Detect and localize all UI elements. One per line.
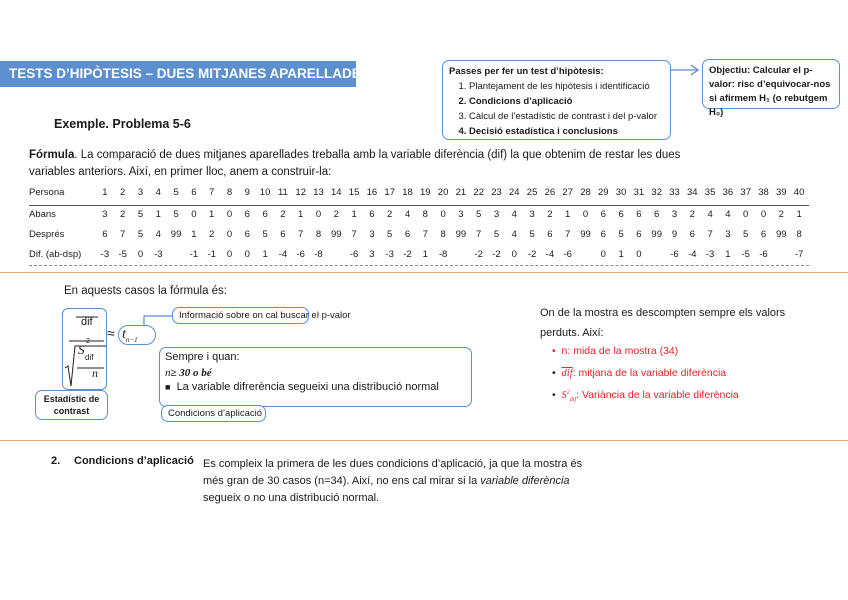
note-item-text: : mitjana de la variable diferència <box>572 367 727 379</box>
table-cell: 0 <box>511 249 517 260</box>
table-cell: 10 <box>259 187 271 198</box>
table-cell: -5 <box>118 249 127 260</box>
table-cell: 15 <box>348 187 360 198</box>
table-cell: 99 <box>170 229 182 240</box>
table-cell: 20 <box>437 187 449 198</box>
table-cell <box>167 249 185 260</box>
table-cell: 0 <box>743 209 749 220</box>
table-cell: -5 <box>741 249 750 260</box>
table-cell: 14 <box>331 187 342 198</box>
table-cell: 2 <box>120 187 126 198</box>
step-item: 2. Condicions d’aplicació <box>469 94 664 109</box>
table-row-despres <box>29 229 809 246</box>
table-cell: 8 <box>226 187 233 198</box>
table-cell: 0 <box>440 209 446 220</box>
table-cell: 6 <box>618 209 624 220</box>
table-cell: 8 <box>440 229 446 240</box>
table-cell: 5 <box>743 229 749 240</box>
table-cell: 4 <box>155 229 161 240</box>
table-cell: 5 <box>262 229 268 240</box>
estadistic-label: Estadístic de contrast <box>35 390 108 420</box>
table-cell: 30 <box>615 187 627 198</box>
table-cell: -2 <box>527 249 537 260</box>
cells-persona <box>96 187 808 198</box>
table-cell: -2 <box>403 249 412 260</box>
table-row-dif <box>29 249 809 266</box>
cells-dif <box>96 249 808 260</box>
table-cell: 3 <box>529 209 535 220</box>
table-cell: 6 <box>636 209 642 220</box>
table-cell: 4 <box>511 209 517 220</box>
section2-text-part1: Es compleix la primera de les dues condicions d’aplicació, ja que la mostra és més gran de 30 casos (n=34). Així, no ens cal mirar si la <box>203 458 583 487</box>
table-cell: 34 <box>687 187 698 198</box>
table-cell <box>452 249 470 260</box>
table-cell: 4 <box>511 229 517 240</box>
table-cell <box>772 249 790 260</box>
formula-paragraph <box>29 147 729 181</box>
table-cell: 22 <box>473 187 484 198</box>
table-cell: 2 <box>280 209 286 220</box>
table-cell: 0 <box>600 249 606 260</box>
objective-text: Objectiu: Calcular el p-valor: risc d’equivocar-nos si afirmem H₁ (o rebutgem H₀) <box>709 65 831 118</box>
table-cell: 99 <box>776 229 787 240</box>
s-letter: S <box>78 342 85 357</box>
table-cell <box>577 249 595 260</box>
table-cell: 6 <box>102 229 108 240</box>
table-cell: 5 <box>137 209 144 220</box>
table-cell: 6 <box>547 229 553 240</box>
table-cell: 21 <box>455 187 467 198</box>
note-item-text: : Variància de la variable diferència <box>576 389 739 401</box>
note-item-n <box>552 345 678 357</box>
table-cell: 24 <box>509 187 520 198</box>
table-cell: 2 <box>387 209 393 220</box>
variance-symbol <box>561 389 577 404</box>
section2-text <box>203 456 583 507</box>
table-cell: 8 <box>422 209 428 220</box>
table-cell: 6 <box>244 209 250 220</box>
condicions-line1 <box>165 367 466 379</box>
table-cell: 3 <box>102 209 108 220</box>
table-cell: 0 <box>582 209 589 220</box>
note-item-mean <box>552 367 726 379</box>
table-cell: -3 <box>100 249 110 260</box>
arrow-right-icon <box>671 64 703 76</box>
table-cell: 0 <box>315 209 322 220</box>
table-cell: 1 <box>191 229 197 240</box>
table-cell: 1 <box>102 187 108 198</box>
step-item: 3. Càlcul de l’estadístic de contrast i del p-valor <box>469 109 664 124</box>
table-cell: 9 <box>671 229 678 240</box>
row-label: Abans <box>29 209 56 220</box>
table-cell: 7 <box>565 229 571 240</box>
table-cell: -3 <box>385 249 394 260</box>
table-cell: 1 <box>351 209 357 220</box>
table-cell <box>327 249 345 260</box>
cells-abans <box>96 209 808 220</box>
section2-text-part2: segueix o no una distribució normal. <box>203 492 380 504</box>
table-cell: 0 <box>226 249 233 260</box>
table-cell: 3 <box>369 249 375 260</box>
table-cell: 0 <box>226 209 233 220</box>
variance-sub: dif <box>569 397 577 404</box>
example-heading: Exemple. Problema 5-6 <box>54 117 191 131</box>
table-cell: 27 <box>562 187 573 198</box>
table-cell: 29 <box>598 187 609 198</box>
formula-numerator: dif <box>81 316 93 328</box>
formula-s-sub: dif <box>85 353 94 362</box>
steps-box-title: Passes per fer un test d’hipòtesis: <box>449 66 604 77</box>
row-label: Dif. (ab-dsp) <box>29 249 82 260</box>
table-cell: 2 <box>689 209 695 220</box>
table-cell: 0 <box>137 249 144 260</box>
table-cell: 6 <box>600 229 606 240</box>
table-cell: 12 <box>295 187 306 198</box>
table-cell: 0 <box>191 209 197 220</box>
table-cell: 28 <box>580 187 591 198</box>
table-cell: 1 <box>565 209 571 220</box>
table-row-abans <box>29 209 809 226</box>
table-cell: 37 <box>740 187 751 198</box>
cells-despres <box>96 229 808 240</box>
table-cell: 6 <box>600 209 606 220</box>
table-cell: 6 <box>689 229 695 240</box>
note-item-text: n: mida de la mostra (34) <box>561 345 679 357</box>
approx-symbol: ≈ <box>107 325 115 341</box>
table-cell: 1 <box>155 209 161 220</box>
connector-line <box>140 314 174 328</box>
table-cell: -2 <box>474 249 483 260</box>
table-cell: 5 <box>618 229 624 240</box>
table-cell: 3 <box>671 209 678 220</box>
t-symbol <box>122 327 138 344</box>
table-cell: -3 <box>705 249 715 260</box>
table-cell: 17 <box>384 187 395 198</box>
objective-box <box>702 59 840 118</box>
table-cell: 9 <box>244 187 250 198</box>
table-cell: 6 <box>244 229 250 240</box>
table-cell: 13 <box>313 187 324 198</box>
table-cell: 8 <box>796 229 802 240</box>
table-cell: 5 <box>173 187 179 198</box>
table-cell: 39 <box>776 187 787 198</box>
table-cell: 99 <box>455 229 467 240</box>
table-cell: 3 <box>493 209 500 220</box>
condicions-tag: Condicions d’aplicació <box>161 405 266 422</box>
pointer-icon: ■ <box>165 382 171 392</box>
table-cell: 6 <box>191 187 197 198</box>
section2-heading: Condicions d’aplicació <box>74 455 194 467</box>
page-title: TESTS D’HIPÒTESIS – DUES MITJANES APARELLADES <box>0 61 356 87</box>
formula-s-symbol <box>78 342 85 358</box>
note-item-variance <box>552 389 739 403</box>
table-cell: 8 <box>315 229 322 240</box>
table-cell: 7 <box>298 229 304 240</box>
t-sub: n−1 <box>125 335 138 344</box>
table-cell: 36 <box>722 187 734 198</box>
table-cell: 38 <box>758 187 769 198</box>
formula-text: . La comparació de dues mitjanes aparellades treballa amb la variable diferència (dif) la que obtenim de restar les dues variables anteriors. Així, en primer lloc, anem a construir-la: <box>29 149 681 178</box>
table-cell: 0 <box>244 249 250 260</box>
condicions-title: Sempre i quan: <box>165 351 240 363</box>
table-cell: 6 <box>404 229 411 240</box>
table-cell: 1 <box>725 249 731 260</box>
table-cell: -1 <box>207 249 216 260</box>
table-cell: 4 <box>725 209 731 220</box>
table-cell: 1 <box>209 209 215 220</box>
table-cell <box>648 249 666 260</box>
table-cell: 7 <box>476 229 482 240</box>
table-cell: 2 <box>209 229 215 240</box>
table-cell: 1 <box>262 249 268 260</box>
table-cell: 0 <box>636 249 642 260</box>
table-cell: 1 <box>298 209 304 220</box>
table-cell: -4 <box>278 249 288 260</box>
table-cell: 31 <box>633 187 645 198</box>
formula-n: n <box>92 366 98 380</box>
table-cell: -6 <box>296 249 305 260</box>
table-cell: -4 <box>545 249 555 260</box>
row-label: Persona <box>29 187 65 198</box>
condicions-box <box>159 347 472 407</box>
table-cell: 99 <box>580 229 591 240</box>
table-cell: 7 <box>209 187 215 198</box>
table-cell: 5 <box>493 229 500 240</box>
n-symbol: n <box>165 367 171 379</box>
table-cell: 16 <box>366 187 378 198</box>
table-cell: -3 <box>154 249 163 260</box>
step-item: 1. Plantejament de les hipòtesis i identificació <box>469 79 664 94</box>
variance-sup: 2 <box>566 389 570 396</box>
condicions-line1-rest: ≥ 30 o bé <box>170 367 212 379</box>
table-cell: 26 <box>544 187 556 198</box>
row-label: Després <box>29 229 65 240</box>
section2-number: 2. <box>51 455 61 467</box>
info-callout: Informació sobre on cal buscar el p-valor <box>172 307 309 324</box>
table-cell: 7 <box>422 229 428 240</box>
mean-symbol: $\overline{dif}$ <box>561 368 573 379</box>
table-cell: 7 <box>120 229 126 240</box>
table-cell: -4 <box>688 249 697 260</box>
table-cell: 5 <box>173 209 179 220</box>
table-cell: -6 <box>349 249 359 260</box>
table-cell: 99 <box>651 229 662 240</box>
table-cell: 11 <box>277 187 288 198</box>
table-cell: -7 <box>794 249 804 260</box>
table-cell: -8 <box>438 249 448 260</box>
section-divider <box>0 440 848 441</box>
bullet-icon: • <box>552 345 556 357</box>
table-cell: -6 <box>759 249 768 260</box>
table-cell: 18 <box>402 187 413 198</box>
table-cell: 7 <box>351 229 357 240</box>
table-cell: 99 <box>331 229 342 240</box>
table-cell: -2 <box>492 249 501 260</box>
table-cell: 6 <box>369 209 375 220</box>
table-cell: 2 <box>547 209 553 220</box>
table-cell: 6 <box>654 209 660 220</box>
table-cell: 4 <box>404 209 411 220</box>
table-cell: 3 <box>369 229 375 240</box>
table-cell: -6 <box>670 249 679 260</box>
table-cell: 0 <box>226 229 233 240</box>
sample-notes-text: On de la mostra es descompten sempre els valors perduts. Així: <box>540 307 786 339</box>
table-cell: 6 <box>262 209 268 220</box>
table-cell: 4 <box>707 209 713 220</box>
table-cell: 2 <box>120 209 126 220</box>
table-cell: 6 <box>280 229 286 240</box>
condicions-line2-text: La variable difrerència segueixi una distribució normal <box>176 381 439 393</box>
table-cell: 40 <box>793 187 805 198</box>
formula-s-sup: 2 <box>86 338 90 345</box>
table-cell: 6 <box>636 229 642 240</box>
table-cell: 23 <box>491 187 502 198</box>
table-cell: 3 <box>725 229 731 240</box>
variance-s: S <box>561 390 567 401</box>
table-cell: 0 <box>760 209 767 220</box>
table-cell: 32 <box>651 187 662 198</box>
table-cell: 1 <box>618 249 624 260</box>
table-cell: -6 <box>563 249 572 260</box>
data-table <box>29 187 809 267</box>
table-cell: -1 <box>189 249 199 260</box>
formula-label: Fórmula <box>29 149 75 161</box>
table-cell: 2 <box>778 209 784 220</box>
table-cell: 7 <box>707 229 713 240</box>
step-item: 4. Decisió estadística i conclusions <box>469 124 664 139</box>
table-cell: 1 <box>796 209 802 220</box>
section2-text-italic: variable diferència <box>480 475 570 487</box>
table-cell: 6 <box>760 229 767 240</box>
formula-intro: En aquests casos la fórmula és: <box>64 285 227 297</box>
table-row-persona <box>29 187 809 204</box>
table-cell: 4 <box>155 187 161 198</box>
table-cell: 25 <box>526 187 538 198</box>
table-cell: 5 <box>476 209 482 220</box>
bullet-icon: • <box>552 389 556 401</box>
table-cell: 19 <box>420 187 431 198</box>
table-cell: 1 <box>422 249 428 260</box>
steps-list <box>449 79 664 139</box>
condicions-line2 <box>165 381 466 393</box>
table-cell: 33 <box>669 187 680 198</box>
table-cell: 35 <box>704 187 716 198</box>
table-cell: 3 <box>137 187 144 198</box>
table-cell: 3 <box>458 209 464 220</box>
table-cell: -8 <box>314 249 323 260</box>
steps-box <box>442 60 671 140</box>
table-cell: 2 <box>333 209 339 220</box>
table-cell: 5 <box>529 229 535 240</box>
table-cell: 5 <box>387 229 393 240</box>
bullet-icon: • <box>552 367 556 379</box>
table-cell: 5 <box>137 229 144 240</box>
section-divider <box>0 272 848 273</box>
t-letter: t <box>122 327 126 342</box>
